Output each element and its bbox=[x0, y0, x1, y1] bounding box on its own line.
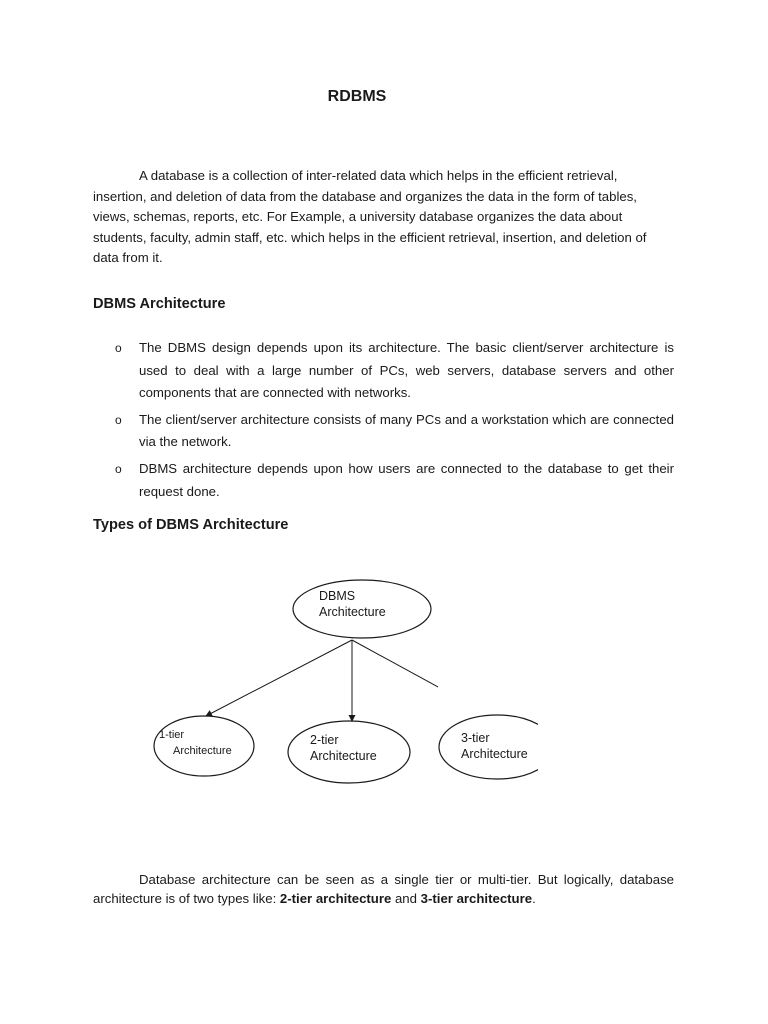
bullet-item bbox=[93, 409, 674, 454]
closing-text-middle: and bbox=[391, 891, 421, 906]
intro-paragraph: A database is a collection of inter-related data which helps in the efficient retrieval, insertion, and deletion of data from the database and organizes the data in the form of tables, views, schemas, reports, etc. For Example, a university database organizes the data about students, faculty, admin staff, etc. which helps in the efficient retrieval, insertion, and deletion of data from it. bbox=[93, 168, 647, 266]
child-node-1tier-label-line1: 1-tier bbox=[159, 729, 185, 741]
root-node-label-line1: DBMS bbox=[319, 589, 356, 603]
bullet-item bbox=[93, 458, 674, 503]
diagram-right-svg bbox=[438, 574, 538, 790]
types-of-dbms-architecture-heading: Types of DBMS Architecture bbox=[93, 517, 289, 533]
closing-paragraph bbox=[93, 870, 674, 908]
bullet-marker: o bbox=[115, 461, 122, 476]
closing-bold-3tier: 3-tier architecture bbox=[420, 891, 533, 906]
child-node-2tier-label-line2: Architecture bbox=[310, 749, 377, 763]
bullet-marker: o bbox=[115, 341, 122, 355]
diagram-svg bbox=[148, 574, 438, 790]
closing-bold-2tier: 2-tier architecture bbox=[279, 891, 392, 906]
page-title: RDBMS bbox=[327, 88, 387, 105]
child-node-3tier-label-line1: 3-tier bbox=[461, 731, 490, 745]
child-node-3tier-label-line2: Architecture bbox=[461, 747, 528, 761]
connector-arrow-3tier bbox=[352, 640, 438, 717]
root-node-label-line2: Architecture bbox=[319, 605, 386, 619]
connector-arrow-1tier bbox=[206, 640, 352, 716]
diagram-right-area bbox=[438, 574, 538, 790]
bullet-text: The client/server architecture consists of many PCs and a workstation which are connected via the network. bbox=[139, 411, 674, 450]
dbms-architecture-diagram bbox=[148, 574, 438, 790]
closing-text-before: Database architecture can be seen as a single tier or multi-tier. But logically, database architecture is of two types like: bbox=[93, 872, 674, 906]
closing-text-after: . bbox=[532, 891, 536, 906]
bullet-text: The DBMS design depends upon its architecture. The basic client/server architecture is used to deal with a large number of PCs, web servers, database servers and other components that are connected with networks. bbox=[139, 340, 674, 401]
bullet-marker: o bbox=[115, 412, 122, 427]
child-node-1tier-label-line2: Architecture bbox=[173, 745, 232, 757]
child-node-2tier-label-line1: 2-tier bbox=[310, 733, 339, 747]
bullet-item bbox=[93, 337, 674, 405]
dbms-architecture-heading: DBMS Architecture bbox=[93, 296, 226, 312]
architecture-bullet-list bbox=[93, 337, 674, 507]
bullet-text: DBMS architecture depends upon how users are connected to the database to get their request done. bbox=[139, 460, 674, 499]
